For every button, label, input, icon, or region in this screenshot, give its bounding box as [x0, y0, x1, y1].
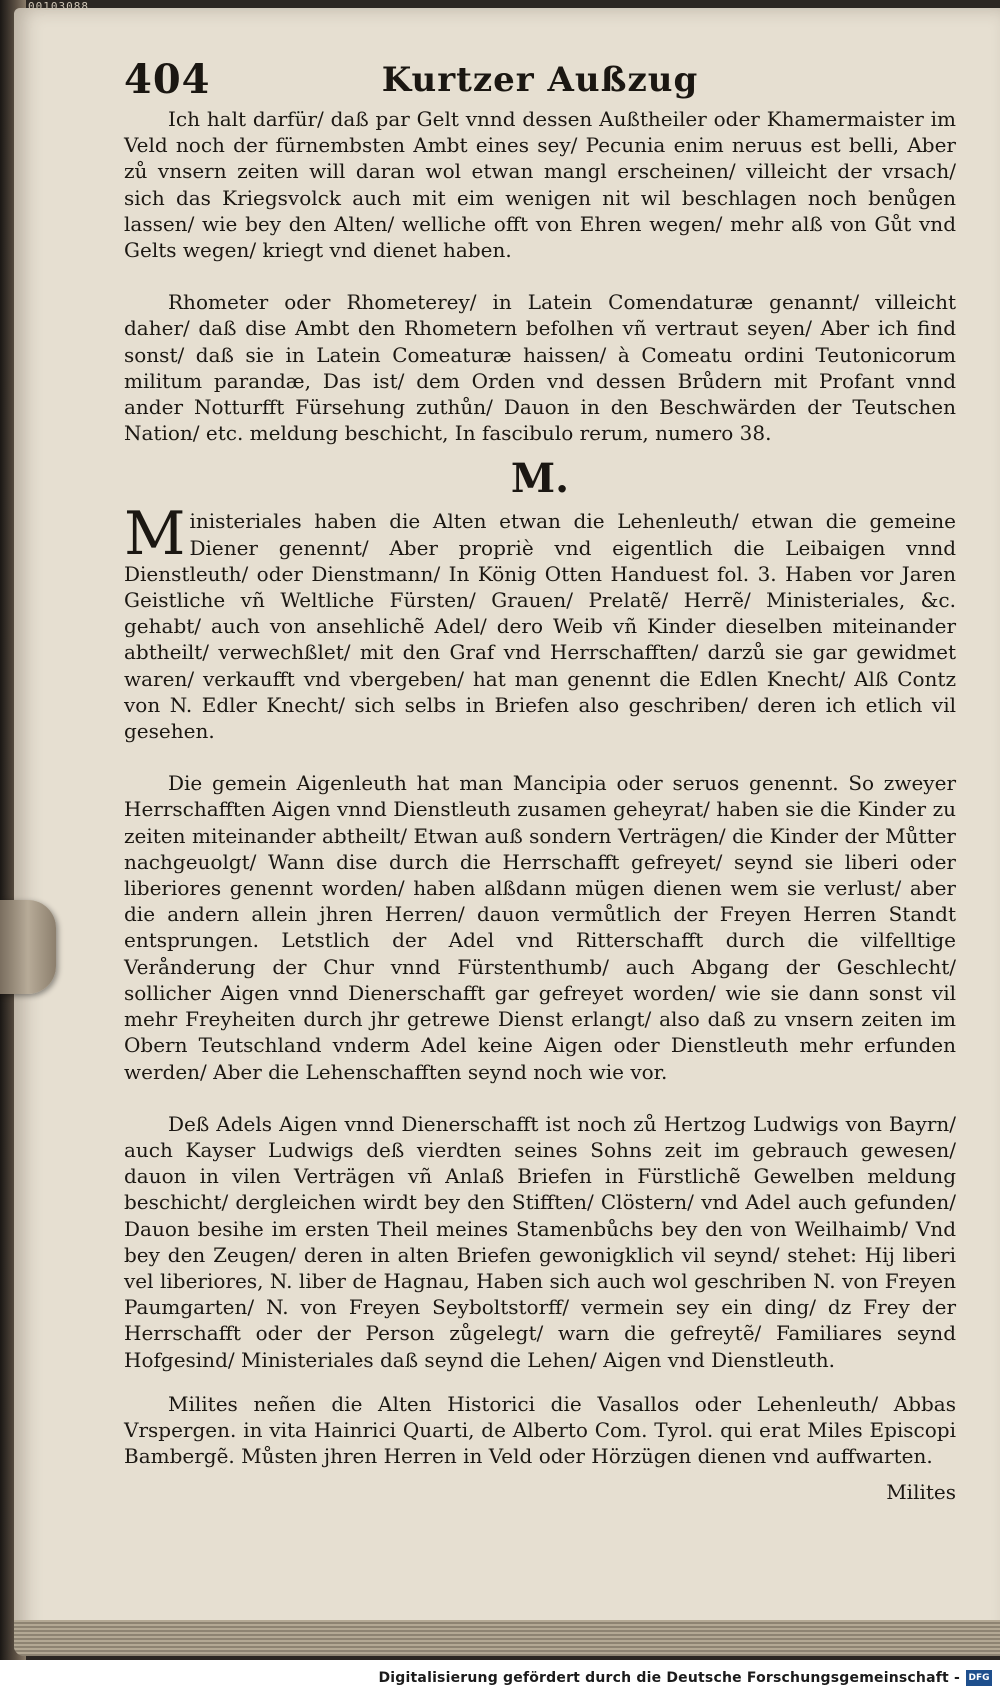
catchword: Milites: [886, 1480, 956, 1505]
page-stack-edge: [14, 1620, 1000, 1656]
paragraph-gap: [124, 1373, 956, 1391]
dfg-logo-icon: DFG: [966, 1670, 992, 1686]
paragraph-gap: [124, 744, 956, 770]
footer-credit: Digitalisierung gefördert durch die Deutsche Forschungsgemeinschaft -: [378, 1670, 960, 1686]
section-letter-heading: M.: [510, 455, 570, 503]
paragraph-aigenleuth: Die gemein Aigenleuth hat man Mancipia oder seruos genennt. So zweyer Herrschafften Aigen vnnd Dienstleuth zusamen geheyrat/ haben sie die Kinder zu zeiten miteinander abtheilt/ Etwan auß sondern Verträgen/ die Kinder der Můtter nachgeuolgt/ Wann dise durch die Herrschafft gefreyet/ seynd sie liberi oder liberiores genennt worden/ haben alßdann mügen dienen wem sie verlust/ aber die andern allein jhren Herren/ dauon vermůtlich der Freyen Herren Standt entsprungen. Letstlich der Adel vnd Ritterschafft durch die vilfelltige Verånderung der Chur vnnd Fürstenthumb/ auch Abgang der Geschlecht/ sollicher Aigen vnnd Dienerschafft gar gefreyet worden/ wie sie dann sonst vil mehr Freyheiten durch jhr getrewe Dienst erlangt/ also daß zu vnsern zeiten im Obern Teutschland vnderm Adel keine Aigen oder Dienstleuth mehr erfunden werden/ Aber die Lehenschafften seynd noch wie vor.: [124, 771, 956, 1084]
page-text-area: [124, 56, 956, 1506]
running-title: Kurtzer Außzug: [381, 60, 699, 100]
paragraph-ministeriales: [124, 499, 956, 744]
paragraph-gap: [124, 263, 956, 289]
page-header: [124, 56, 956, 106]
paragraph-khamermaister: Ich halt darfür/ daß par Gelt vnnd dessen Außtheiler oder Khamermaister im Veld noch der fürnembsten Ambt eines sey/ Pecunia enim neruus est belli, Aber zů vnsern zeiten will daran wol etwan mangl erscheinen/ villeicht der vrsach/ sich das Kriegsvolck auch mit eim wenigen nit wil beschlagen noch benůgen lassen/ wie bey den Alten/ welliche offt von Ehren wegen/ mehr alß von Gůt vnd Gelts wegen/ kriegt vnd dienet haben.: [124, 107, 956, 263]
paragraph-rhometer: Rhometer oder Rhometerey/ in Latein Comendaturæ genannt/ villeicht daher/ daß dise Ambt den Rhometern befolhen vñ vertraut seyen/ Aber ich find sonst/ daß sie in Latein Comeaturæ haissen/ à Comeatu ordini Teutonicorum militum parandæ, Das ist/ dem Orden vnd dessen Brůdern mit Profant vnnd ander Notturfft Fürsehung zuthůn/ Dauon in den Beschwärden der Teutschen Nation/ etc. meldung beschicht, In fascibulo rerum, numero 38.: [124, 290, 956, 446]
drop-cap-initial: M: [124, 499, 186, 570]
page-clip-band: [0, 900, 56, 994]
digitization-footer: [0, 1662, 1000, 1696]
page-number: 404: [124, 56, 211, 103]
paragraph-dienerschafft: Deß Adels Aigen vnnd Dienerschafft ist noch zů Hertzog Ludwigs von Bayrn/ auch Kayser Ludwigs deß vierdten seines Sohns zeit im gebrauch gewesen/ dauon in vilen Verträgen vñ Anlaß Briefen in Fürstlichẽ Gewelben meldung beschicht/ dergleichen wirdt bey den Stifften/ Clöstern/ vnd Adel auch gefunden/ Dauon besihe im ersten Theil meines Stamenbůchs bey den von Weilhaimb/ Vnd bey den Zeugen/ deren in alten Briefen gewonigklich vil seynd/ stehet: Hij liberi vel liberiores, N. liber de Hagnau, Haben sich auch wol geschriben N. von Freyen Paumgarten/ N. von Freyen Seyboltstorff/ vermein sey ein ding/ dz Frey der Herrschafft oder der Person zůgelegt/ warn die gefreytẽ/ Familiares seynd Hofgesind/ Ministeriales daß seynd die Lehen/ Aigen vnd Dienstleuth.: [124, 1111, 956, 1372]
paragraph-milites: Milites neñen die Alten Historici die Vasallos oder Lehenleuth/ Abbas Vrspergen. in vita Hainrici Quarti, de Alberto Com. Tyrol. qui erat Miles Episcopi Bambergẽ. Můsten jhren Herren in Veld oder Hörzügen dienen vnd auffwarten.: [124, 1391, 956, 1469]
paragraph-ministeriales-text: inisteriales haben die Alten etwan die Lehenleuth/ etwan die gemeine Diener genennt/ Aber propriè vnd eigentlich die Leibaigen vnnd Dienstleuth/ oder Dienstmann/ In König Otten Handuest fol. 3. Haben vor Jaren Geistliche vñ Weltliche Fürsten/ Grauen/ Prelatẽ/ Herrẽ/ Ministeriales, &c. gehabt/ auch von ansehlichẽ Adel/ dero Weib vñ Kinder dieselben miteinander abtheilt/ verwechßlet/ mit den Graf vnd Herrschafften/ darzů sie gar gewidmet waren/ verkaufft vnd vbergeben/ hat man genennt die Edlen Knecht/ Alß Contz von N. Edler Knecht/ sich selbs in Briefen also geschriben/ deren ich etlich vil gesehen.: [124, 509, 956, 744]
paragraph-gap: [124, 1085, 956, 1111]
scan-corner-id: 00103088: [28, 0, 89, 13]
